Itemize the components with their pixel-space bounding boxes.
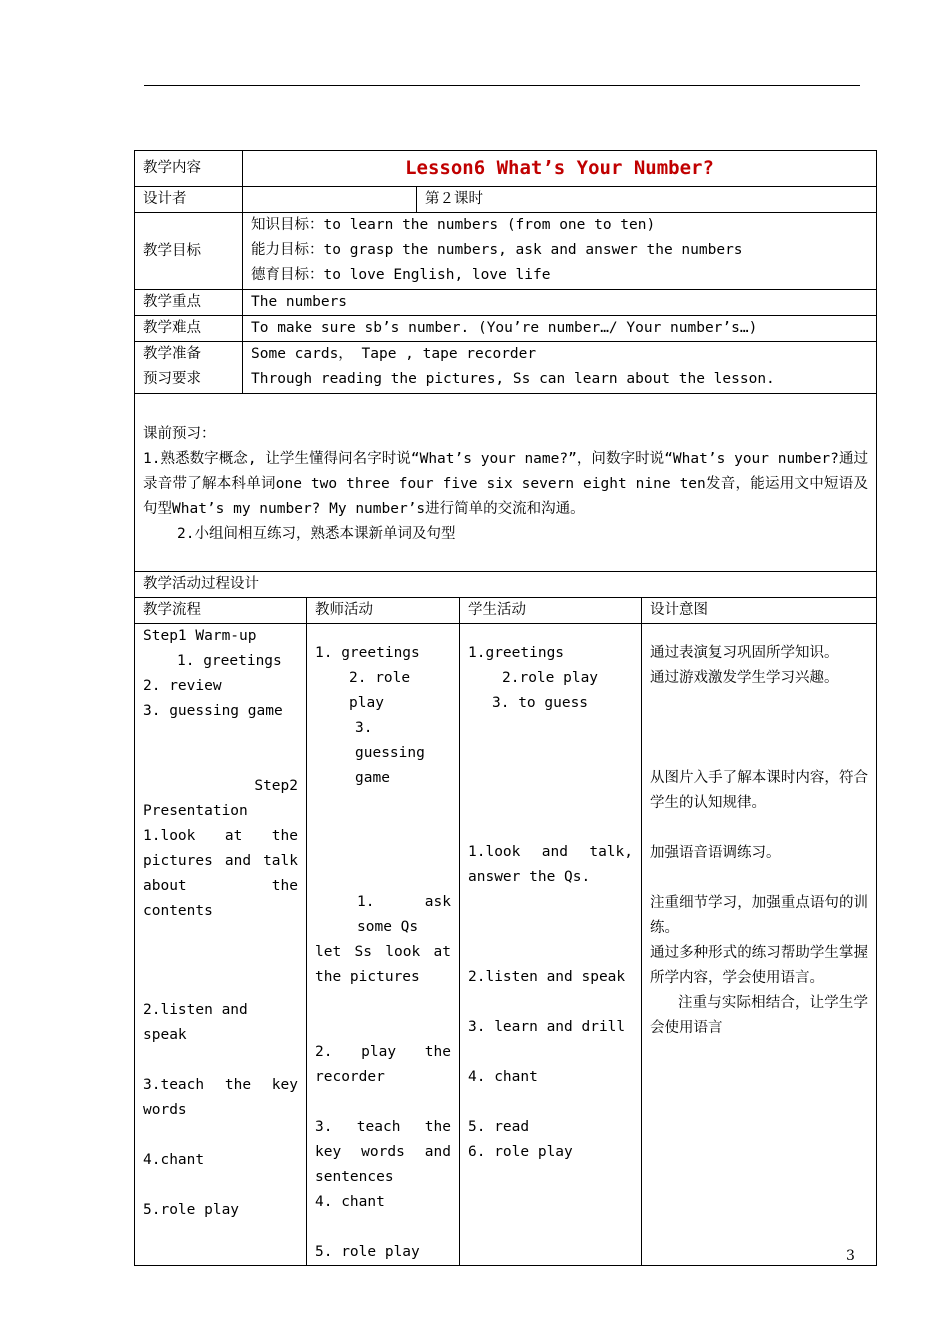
design-intent: 通过表演复习巩固所学知识。 — [650, 645, 839, 661]
header-student: 学生活动 — [460, 598, 642, 624]
preview-paragraph-1: 1.熟悉数字概念, 让学生懂得问名字时说“What’s your name?”，问数字时说“What’s your number?通过录音带了解本科单词one two three four five six severn eight nine ten发音，能运用文中短语及句型What’s my number? My number’s进行简单的交流和沟通。 — [143, 451, 869, 517]
student-activity: 3. to guess — [492, 695, 589, 711]
step1-item: 3. guessing game — [143, 703, 283, 719]
difficulties-label: 教学难点 — [135, 316, 243, 342]
preparation-labels — [135, 342, 243, 394]
step2-heading: Step2 — [254, 778, 298, 794]
key-points-value: The numbers — [243, 290, 877, 316]
lesson-number: 第２课时 — [417, 187, 877, 213]
teacher-activity: 5. role play — [315, 1244, 420, 1260]
preparation-value: Some cards， Tape , tape recorder — [251, 346, 537, 362]
process-title: 教学活动过程设计 — [135, 572, 877, 598]
lesson-title: Lesson6 What’s Your Number? — [243, 151, 877, 187]
preview-requirement-value: Through reading the pictures, Ss can learn about the lesson. — [251, 371, 775, 387]
step1-heading: Step1 Warm-up — [143, 628, 257, 644]
process-table — [134, 571, 877, 1266]
design-intent: 注重与实际相结合，让学生学会使用语言 — [650, 995, 868, 1036]
step2-subheading: Presentation — [143, 803, 248, 819]
step2-item: 1.look at the pictures and talk about the contents — [143, 828, 298, 919]
objectives-cell — [243, 213, 877, 290]
lesson-info-table — [134, 150, 877, 572]
objective-knowledge: 知识目标：to learn the numbers (from one to ten) — [251, 217, 656, 233]
objective-moral: 德育目标：to love English, love life — [251, 267, 551, 283]
difficulties-value: To make sure sb’s number. (You’re number…/ Your number’s…) — [243, 316, 877, 342]
header-teacher: 教师活动 — [307, 598, 460, 624]
content-label: 教学内容 — [135, 151, 243, 187]
step1-item: 2. review — [143, 678, 222, 694]
objective-ability: 能力目标：to grasp the numbers, ask and answer the numbers — [251, 242, 743, 258]
design-intent: 通过多种形式的练习帮助学生掌握所学内容，学会使用语言。 — [650, 945, 868, 986]
preview-paragraph-2: 2.小组间相互练习，熟悉本课新单词及句型 — [177, 526, 456, 542]
flow-column — [135, 624, 307, 1266]
step2-item: 2.listen and speak — [143, 1002, 248, 1043]
teacher-activity: 3. teach the key words and sentences — [315, 1119, 451, 1185]
page-number: 3 — [846, 1248, 855, 1264]
teacher-activity: let Ss look at the pictures — [315, 944, 451, 985]
designer-value — [243, 187, 417, 213]
preparation-label: 教学准备 — [143, 346, 201, 362]
design-intent: 通过游戏激发学生学习兴趣。 — [650, 670, 839, 686]
preview-requirement-label: 预习要求 — [143, 371, 201, 387]
header-rule — [144, 85, 860, 86]
lesson-plan-table — [134, 150, 876, 1266]
teacher-activity: 1. ask some Qs — [357, 894, 451, 935]
teacher-activity: 1. greetings — [315, 645, 420, 661]
student-activity: 2.role play — [502, 670, 599, 686]
student-activity: 2.listen and speak — [468, 969, 626, 985]
step2-item: 5.role play — [143, 1202, 240, 1218]
header-flow: 教学流程 — [135, 598, 307, 624]
teacher-activity: 2. role play — [349, 670, 411, 711]
design-intent: 注重细节学习，加强重点语句的训练。 — [650, 895, 868, 936]
step1-item: 1. greetings — [177, 653, 282, 669]
design-intent: 从图片入手了解本课时内容，符合学生的认知规律。 — [650, 770, 868, 811]
preview-section — [135, 394, 877, 572]
objectives-label: 教学目标 — [135, 213, 243, 290]
student-activity: 1.greetings — [468, 645, 565, 661]
student-column — [460, 624, 642, 1266]
teacher-activity: 3. guessing game — [355, 720, 425, 786]
teacher-column — [307, 624, 460, 1266]
header-intent: 设计意图 — [642, 598, 877, 624]
student-activity: 3. learn and drill — [468, 1019, 626, 1035]
student-activity: 1.look and talk, answer the Qs. — [468, 844, 633, 885]
teacher-activity: 2. play the recorder — [315, 1044, 451, 1085]
student-activity: 5. read — [468, 1119, 530, 1135]
design-intent: 加强语音语调练习。 — [650, 845, 781, 861]
step2-item: 4.chant — [143, 1152, 205, 1168]
step2-item: 3.teach the key words — [143, 1077, 298, 1118]
student-activity: 4. chant — [468, 1069, 538, 1085]
preparation-values — [243, 342, 877, 394]
key-points-label: 教学重点 — [135, 290, 243, 316]
designer-label: 设计者 — [135, 187, 243, 213]
preview-heading: 课前预习： — [143, 426, 216, 442]
teacher-activity: 4. chant — [315, 1194, 385, 1210]
student-activity: 6. role play — [468, 1144, 573, 1160]
intent-column — [642, 624, 877, 1266]
